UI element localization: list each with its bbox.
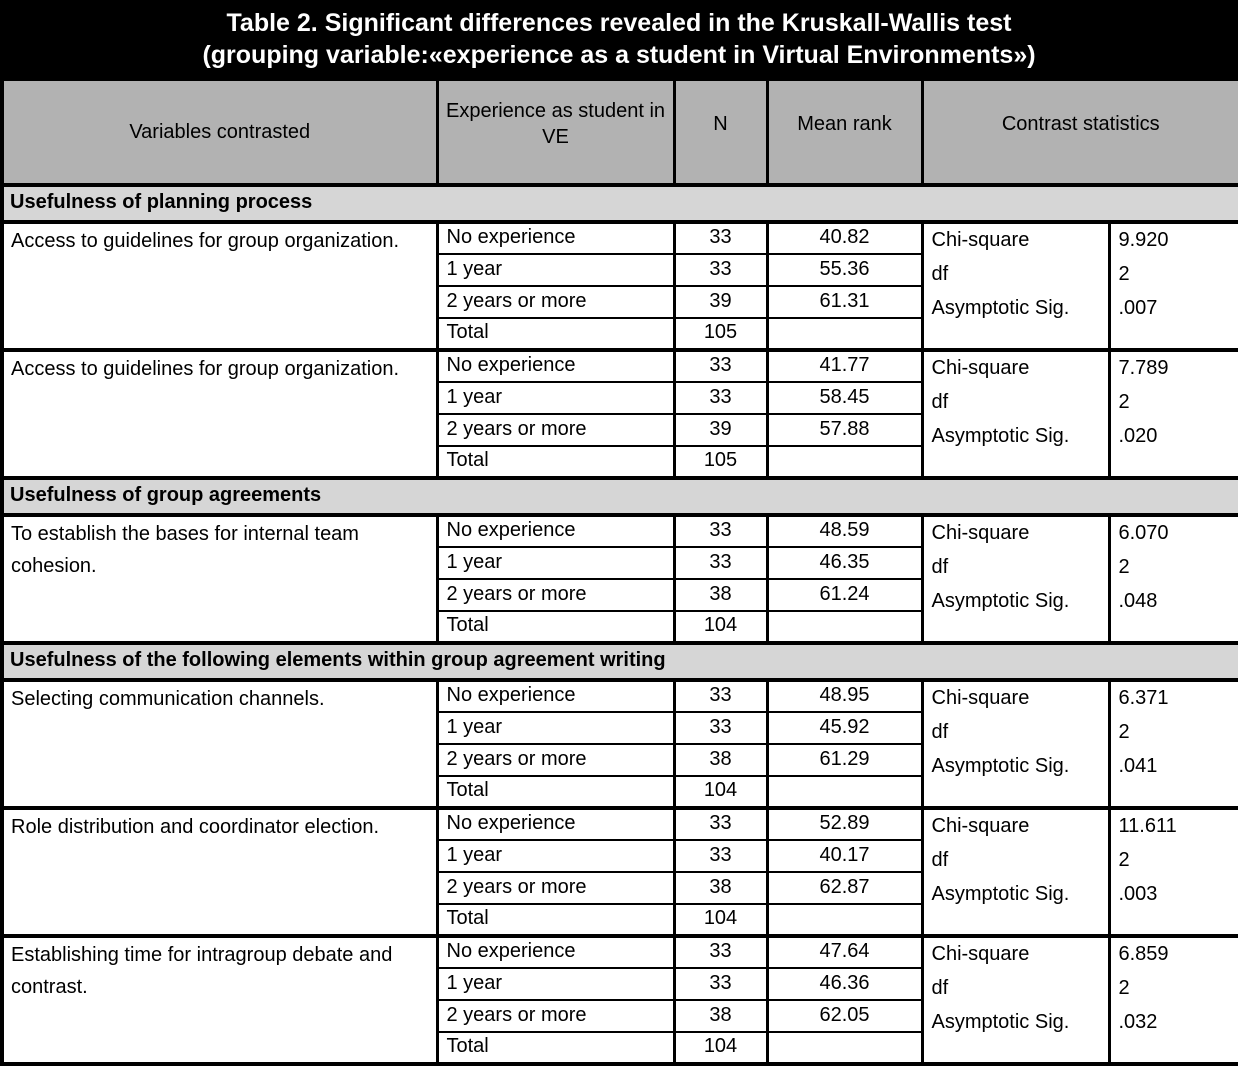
stat-value-df: 2 [1118, 849, 1130, 871]
mean-rank-cell: 57.88 [767, 414, 922, 446]
n-cell: 33 [674, 712, 767, 744]
column-header-row [2, 79, 1238, 185]
experience-cell: 1 year [437, 382, 674, 414]
mean-rank-cell: 58.45 [767, 382, 922, 414]
experience-cell-total: Total [437, 776, 674, 808]
stat-label-df: df [931, 721, 949, 743]
stat-label-df: df [931, 391, 949, 413]
mean-rank-cell: 46.35 [767, 547, 922, 579]
experience-cell: 2 years or more [437, 872, 674, 904]
n-cell: 33 [674, 254, 767, 286]
n-cell: 33 [674, 382, 767, 414]
experience-cell: No experience [437, 680, 674, 712]
n-cell: 33 [674, 350, 767, 382]
stat-label-asymptotic-sig: Asymptotic Sig. [931, 590, 1070, 612]
table-title-block [0, 0, 1238, 77]
contrast-stat-labels-cell [922, 222, 1109, 350]
stat-value-asymptotic-sig: .032 [1118, 1011, 1158, 1033]
stat-value-asymptotic-sig: .020 [1118, 425, 1158, 447]
mean-rank-cell: 45.92 [767, 712, 922, 744]
experience-cell: 1 year [437, 712, 674, 744]
stat-value-df: 2 [1118, 977, 1130, 999]
n-cell-total: 104 [674, 611, 767, 643]
mean-rank-cell: 62.05 [767, 1000, 922, 1032]
n-cell: 33 [674, 515, 767, 547]
variable-cell: To establish the bases for internal team cohesion. [2, 515, 437, 643]
section-header-agreement-writing: Usefulness of the following elements within group agreement writing [2, 643, 1238, 680]
stat-label-chi-square: Chi-square [931, 522, 1030, 544]
mean-rank-cell-empty [767, 446, 922, 478]
stat-value-asymptotic-sig: .041 [1118, 755, 1158, 777]
col-header-experience: Experience as student in VE [437, 79, 674, 185]
n-cell: 33 [674, 968, 767, 1000]
stat-label-df: df [931, 977, 949, 999]
n-cell: 38 [674, 744, 767, 776]
stat-label-chi-square: Chi-square [931, 687, 1030, 709]
stat-value-chi-square: 6.371 [1118, 687, 1169, 709]
experience-cell: No experience [437, 222, 674, 254]
n-cell: 33 [674, 808, 767, 840]
experience-cell: 1 year [437, 968, 674, 1000]
col-header-mean-rank: Mean rank [767, 79, 922, 185]
contrast-stat-labels-cell [922, 515, 1109, 643]
variable-cell: Access to guidelines for group organization. [2, 350, 437, 478]
table-row [2, 680, 1238, 712]
experience-cell: 1 year [437, 547, 674, 579]
table-title-line-2: (grouping variable:«experience as a student in Virtual Environments») [202, 40, 1036, 69]
n-cell-total: 104 [674, 1032, 767, 1064]
contrast-stat-labels-cell [922, 808, 1109, 936]
experience-cell-total: Total [437, 1032, 674, 1064]
mean-rank-cell-empty [767, 776, 922, 808]
col-header-n: N [674, 79, 767, 185]
experience-cell: 1 year [437, 840, 674, 872]
table-row [2, 350, 1238, 382]
stat-value-df: 2 [1118, 721, 1130, 743]
contrast-stat-values-cell [1109, 515, 1238, 643]
stat-value-asymptotic-sig: .007 [1118, 297, 1158, 319]
n-cell: 33 [674, 936, 767, 968]
mean-rank-cell: 55.36 [767, 254, 922, 286]
col-header-variables: Variables contrasted [2, 79, 437, 185]
contrast-stat-labels-cell [922, 936, 1109, 1064]
section-header-row [2, 643, 1238, 680]
experience-cell: 2 years or more [437, 414, 674, 446]
stat-value-chi-square: 6.859 [1118, 943, 1169, 965]
stat-label-df: df [931, 263, 949, 285]
n-cell-total: 105 [674, 318, 767, 350]
experience-cell: No experience [437, 808, 674, 840]
mean-rank-cell: 61.24 [767, 579, 922, 611]
n-cell: 39 [674, 414, 767, 446]
contrast-stat-values-cell [1109, 350, 1238, 478]
table-title-line-1: Table 2. Significant differences revealed in the Kruskall-Wallis test [226, 8, 1012, 37]
experience-cell: No experience [437, 936, 674, 968]
experience-cell: No experience [437, 350, 674, 382]
experience-cell: 2 years or more [437, 286, 674, 318]
stat-value-asymptotic-sig: .003 [1118, 883, 1158, 905]
contrast-stat-labels-cell [922, 680, 1109, 808]
stat-label-chi-square: Chi-square [931, 815, 1030, 837]
variable-cell: Access to guidelines for group organization. [2, 222, 437, 350]
n-cell-total: 105 [674, 446, 767, 478]
mean-rank-cell: 61.29 [767, 744, 922, 776]
mean-rank-cell-empty [767, 611, 922, 643]
n-cell: 33 [674, 840, 767, 872]
stat-label-df: df [931, 849, 949, 871]
table-row [2, 808, 1238, 840]
stat-label-df: df [931, 556, 949, 578]
section-header-planning-process: Usefulness of planning process [2, 185, 1238, 222]
stat-value-asymptotic-sig: .048 [1118, 590, 1158, 612]
stat-value-chi-square: 6.070 [1118, 522, 1169, 544]
mean-rank-cell-empty [767, 1032, 922, 1064]
stat-value-df: 2 [1118, 263, 1130, 285]
kruskall-wallis-table [0, 77, 1238, 1066]
n-cell-total: 104 [674, 904, 767, 936]
contrast-stat-labels-cell [922, 350, 1109, 478]
n-cell-total: 104 [674, 776, 767, 808]
experience-cell-total: Total [437, 318, 674, 350]
stat-label-chi-square: Chi-square [931, 229, 1030, 251]
stat-label-asymptotic-sig: Asymptotic Sig. [931, 883, 1070, 905]
experience-cell-total: Total [437, 611, 674, 643]
stat-label-asymptotic-sig: Asymptotic Sig. [931, 425, 1070, 447]
table-row [2, 222, 1238, 254]
stat-label-chi-square: Chi-square [931, 943, 1030, 965]
stat-value-chi-square: 11.611 [1118, 815, 1177, 837]
mean-rank-cell: 48.95 [767, 680, 922, 712]
section-header-row [2, 185, 1238, 222]
variable-cell: Selecting communication channels. [2, 680, 437, 808]
n-cell: 38 [674, 872, 767, 904]
mean-rank-cell: 47.64 [767, 936, 922, 968]
mean-rank-cell-empty [767, 318, 922, 350]
stat-value-df: 2 [1118, 556, 1130, 578]
n-cell: 33 [674, 222, 767, 254]
n-cell: 33 [674, 547, 767, 579]
mean-rank-cell: 52.89 [767, 808, 922, 840]
experience-cell: 2 years or more [437, 1000, 674, 1032]
stat-label-asymptotic-sig: Asymptotic Sig. [931, 297, 1070, 319]
mean-rank-cell: 41.77 [767, 350, 922, 382]
experience-cell-total: Total [437, 446, 674, 478]
mean-rank-cell: 61.31 [767, 286, 922, 318]
mean-rank-cell: 46.36 [767, 968, 922, 1000]
contrast-stat-values-cell [1109, 222, 1238, 350]
mean-rank-cell: 62.87 [767, 872, 922, 904]
experience-cell: No experience [437, 515, 674, 547]
contrast-stat-values-cell [1109, 936, 1238, 1064]
stat-value-chi-square: 9.920 [1118, 229, 1169, 251]
contrast-stat-values-cell [1109, 680, 1238, 808]
n-cell: 33 [674, 680, 767, 712]
variable-cell: Role distribution and coordinator election. [2, 808, 437, 936]
contrast-stat-values-cell [1109, 808, 1238, 936]
table-row [2, 515, 1238, 547]
stat-value-chi-square: 7.789 [1118, 357, 1169, 379]
stat-label-chi-square: Chi-square [931, 357, 1030, 379]
n-cell: 38 [674, 579, 767, 611]
col-header-contrast-statistics: Contrast statistics [922, 79, 1238, 185]
section-header-group-agreements: Usefulness of group agreements [2, 478, 1238, 515]
stat-label-asymptotic-sig: Asymptotic Sig. [931, 1011, 1070, 1033]
n-cell: 39 [674, 286, 767, 318]
table-row [2, 936, 1238, 968]
mean-rank-cell: 48.59 [767, 515, 922, 547]
variable-cell: Establishing time for intragroup debate and contrast. [2, 936, 437, 1064]
section-header-row [2, 478, 1238, 515]
stat-value-df: 2 [1118, 391, 1130, 413]
experience-cell: 1 year [437, 254, 674, 286]
mean-rank-cell-empty [767, 904, 922, 936]
experience-cell-total: Total [437, 904, 674, 936]
experience-cell: 2 years or more [437, 744, 674, 776]
mean-rank-cell: 40.17 [767, 840, 922, 872]
stat-label-asymptotic-sig: Asymptotic Sig. [931, 755, 1070, 777]
mean-rank-cell: 40.82 [767, 222, 922, 254]
experience-cell: 2 years or more [437, 579, 674, 611]
n-cell: 38 [674, 1000, 767, 1032]
